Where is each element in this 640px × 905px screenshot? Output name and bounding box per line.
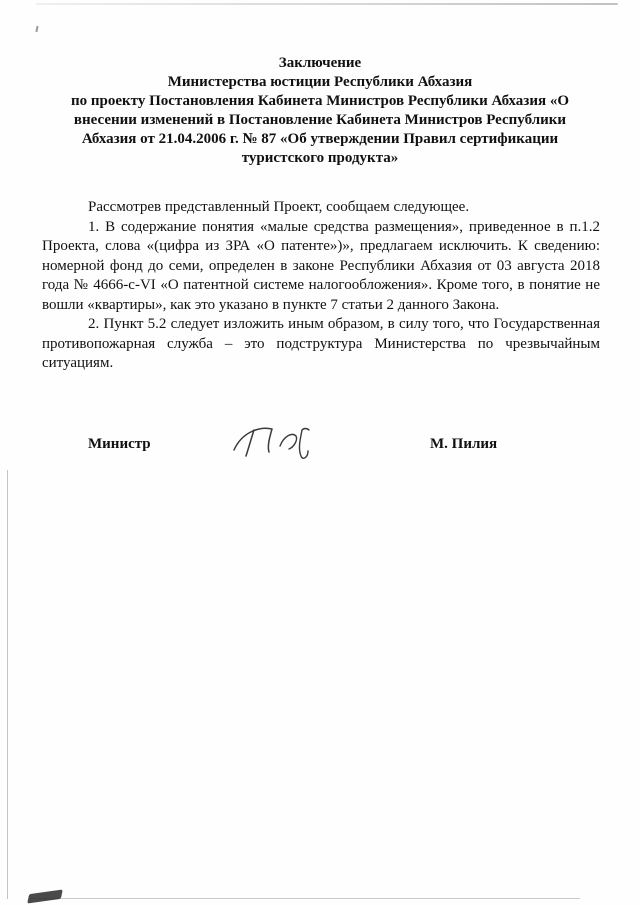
signature-role-label: Министр (88, 435, 151, 452)
title-line: Абхазия от 21.04.2006 г. № 87 «Об утверждении Правил сертификации (81, 131, 559, 147)
signature-name: М. Пилия (430, 435, 498, 452)
title-line: внесении изменений в Постановление Кабинета Министров Республики (73, 112, 567, 128)
paragraph-item-1: 1. В содержание понятия «малые средства размещения», приведенное в п.1.2 Проекта, слова «(цифра из ЗРА «О патенте»)», предлагаем исключить. К сведению: номерной фонд до семи, определен в законе Республики Абхазия от 03 августа 2018 года № 4666-с-VI «О патентной системе налогообложения». Кроме того, в понятие не вошли «квартиры», как это указано в пункте 7 статьи 2 данного Закона. (42, 218, 600, 313)
document-title (0, 54, 640, 168)
handwritten-signature (228, 416, 328, 473)
paragraph-item-2: 2. Пункт 5.2 следует изложить иным образом, в силу того, что Государственная противопожарная служба – это подструктура Министерства по чрезвычайным ситуациям. (42, 316, 600, 371)
title-line: Министерства юстиции Республики Абхазия (167, 74, 473, 90)
scan-artifact-bottom-edge (30, 898, 580, 899)
title-line: по проекту Постановления Кабинета Министров Республики Абхазия «О (70, 93, 570, 109)
title-line: туристского продукта» (241, 150, 399, 166)
scan-artifact-top-line (36, 3, 618, 5)
paragraph-intro: Рассмотрев представленный Проект, сообщаем следующее. (88, 199, 470, 215)
scan-artifact-tick-mark (35, 26, 38, 32)
scan-artifact-corner-smudge (27, 889, 63, 903)
document-body (0, 198, 640, 374)
signature-block (0, 424, 640, 484)
title-line: Заключение (278, 55, 362, 71)
scan-artifact-left-edge (7, 470, 8, 899)
